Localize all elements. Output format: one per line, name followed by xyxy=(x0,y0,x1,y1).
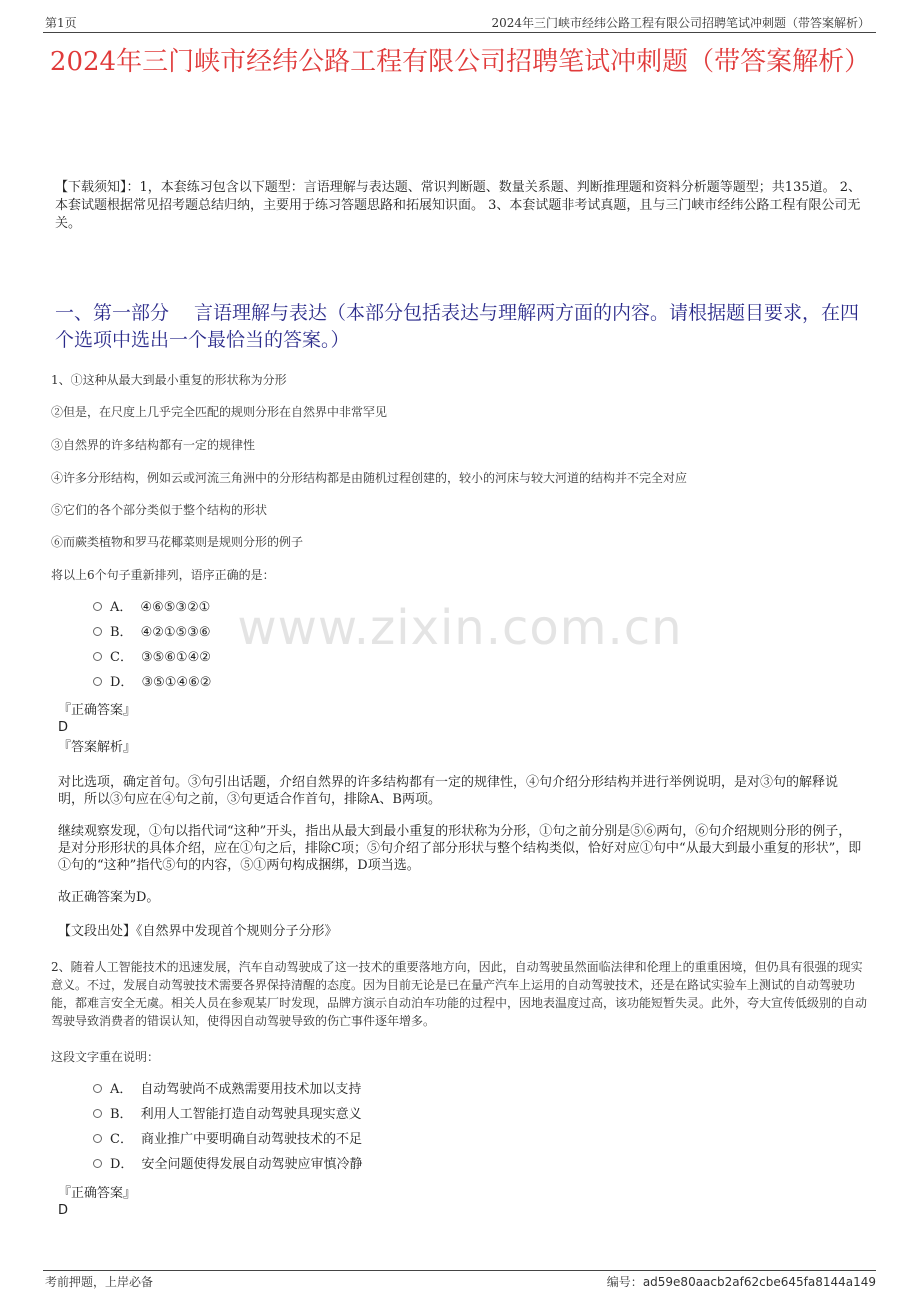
q1-line-4: ④许多分形结构，例如云或河流三角洲中的分形结构都是由随机过程创建的，较小的河床与较大河道的结构并不完全对应 xyxy=(51,471,688,485)
q1-option-b[interactable]: B． ④②①⑤③⑥ xyxy=(93,624,211,642)
q1-line-5: ⑤它们的各个部分类似于整个结构的形状 xyxy=(51,503,268,517)
watermark: www.zixin.com.cn xyxy=(237,600,683,656)
q1-option-d[interactable]: D． ③⑤①④⑥② xyxy=(93,674,211,692)
download-notice: 【下载须知】：1，本套练习包含以下题型：言语理解与表达题、常识判断题、数量关系题、判断推理题和资料分析题等题型；共135道。 2、本套试题根据常见招考题总结归纳，主要用于练习答题思路和拓展知识面。 3、本套试题非考试真题，且与三门峡市经纬公路工程有限公司无关。 xyxy=(55,180,861,231)
q1-line-1: 1、①这种从最大到最小重复的形状称为分形 xyxy=(51,373,287,387)
q2-answer-label: 『正确答案』 xyxy=(58,1186,137,1201)
q1-option-c[interactable]: C． ③⑤⑥①④② xyxy=(93,649,211,667)
q1-line-3: ③自然界的许多结构都有一定的规律性 xyxy=(51,438,256,452)
radio-icon[interactable] xyxy=(93,602,102,611)
q2-answer: D xyxy=(58,1203,69,1218)
radio-icon[interactable] xyxy=(93,1159,102,1168)
q2-option-a[interactable]: A． 自动驾驶尚不成熟需要用技术加以支持 xyxy=(93,1081,361,1099)
q1-answer: D xyxy=(58,720,69,735)
page-footer xyxy=(43,1270,876,1289)
q1-prompt: 将以上6个句子重新排列，语序正确的是： xyxy=(51,568,275,582)
radio-icon[interactable] xyxy=(93,652,102,661)
radio-icon[interactable] xyxy=(93,627,102,636)
document-title: 2024年三门峡市经纬公路工程有限公司招聘笔试冲刺题（带答案解析） xyxy=(49,47,871,77)
page-number: 第1页 xyxy=(45,16,77,30)
section-heading: 一、第一部分 言语理解与表达（本部分包括表达与理解两方面的内容。请根据题目要求，在四个选项中选出一个最恰当的答案。） xyxy=(55,302,860,351)
radio-icon[interactable] xyxy=(93,1084,102,1093)
q2-question: 这段文字重在说明： xyxy=(51,1050,160,1064)
footer-slogan: 考前押题，上岸必备 xyxy=(45,1275,154,1289)
q2-stem: 2、随着人工智能技术的迅速发展，汽车自动驾驶成了这一技术的重要落地方向，因此，自动驾驶虽然面临法律和伦理上的重重困境，但仍具有很强的现实意义。不过，发展自动驾驶技术需要各界保持清醒的态度。因为目前无论是已在量产汽车上运用的自动驾驶技术，还是在路试实验车上测试的自动驾驶功能，都难言安全无虞。相关人员在参观某厂时发现，品牌方演示自动泊车功能的过程中，因地表温度过高，该功能短暂失灵。此外，夸大宣传低级别的自动驾驶导致消费者的错误认知，使得因自动驾驶导致的伤亡事件逐年增多。 xyxy=(51,960,868,1028)
footer-code: 编号：ad59e80aacb2af62cbe645fa8144a149 xyxy=(606,1275,876,1289)
radio-icon[interactable] xyxy=(93,1134,102,1143)
q1-line-2: ②但是，在尺度上几乎完全匹配的规则分形在自然界中非常罕见 xyxy=(51,405,388,419)
q2-option-b[interactable]: B． 利用人工智能打造自动驾驶具现实意义 xyxy=(93,1106,362,1124)
q2-option-d[interactable]: D． 安全问题使得发展自动驾驶应审慎冷静 xyxy=(93,1156,362,1174)
q1-answer-label: 『正确答案』 xyxy=(58,703,137,718)
radio-icon[interactable] xyxy=(93,677,102,686)
q1-option-a[interactable]: A． ④⑥⑤③②① xyxy=(93,599,210,617)
q1-analysis-para-2: 继续观察发现，①句以指代词“这种”开头，指出从最大到最小重复的形状称为分形，①句之前分别是⑤⑥两句，⑥句介绍规则分形的例子，是对分形形状的具体介绍，应在①句之后，排除C项；⑤句介绍了部分形状与整个结构类似，恰好对应①句中“从最大到最小重复的形状”，即①句的“这种”指代⑤句的内容，⑤①两句构成捆绑，D项当选。 xyxy=(58,824,862,873)
q1-line-6: ⑥而蕨类植物和罗马花椰菜则是规则分形的例子 xyxy=(51,535,304,549)
q1-source: 【文段出处】《自然界中发现首个规则分子分形》 xyxy=(58,924,338,939)
header-doc-title: 2024年三门峡市经纬公路工程有限公司招聘笔试冲刺题（带答案解析） xyxy=(491,16,870,30)
radio-icon[interactable] xyxy=(93,1109,102,1118)
page-header xyxy=(43,12,876,33)
q1-analysis-para-3: 故正确答案为D。 xyxy=(58,890,160,905)
q1-analysis-label: 『答案解析』 xyxy=(58,740,137,755)
q2-option-c[interactable]: C． 商业推广中要明确自动驾驶技术的不足 xyxy=(93,1131,362,1149)
q1-analysis-para-1: 对比选项，确定首句。③句引出话题，介绍自然界的许多结构都有一定的规律性，④句介绍分形结构并进行举例说明，是对③句的解释说明，所以③句应在④句之前，③句更适合作首句，排除A、B两项。 xyxy=(58,775,839,807)
